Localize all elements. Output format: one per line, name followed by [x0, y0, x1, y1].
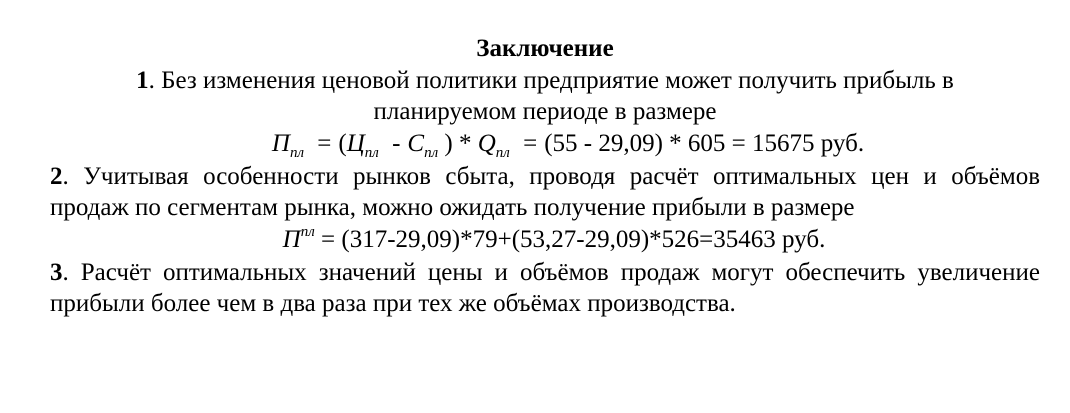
paragraph-1-text-line2: планируемом периоде в размере	[373, 98, 717, 125]
paragraph-1	[50, 65, 1040, 127]
formula-1-price-sub: пл	[364, 145, 379, 161]
formula-1-cost-symbol: С	[407, 130, 425, 157]
formula-planned-profit	[50, 127, 1040, 161]
paragraph-1-text-line1: . Без изменения ценовой политики предприятие может получить прибыль в	[148, 67, 954, 94]
paragraph-3-number: 3	[50, 259, 63, 286]
paragraph-1-number: 1	[136, 67, 149, 94]
formula-segment-profit	[50, 223, 1040, 257]
formula-1-unit: руб.	[820, 130, 865, 157]
formula-1-calculation: (55 - 29,09) * 605 = 15675	[544, 130, 815, 157]
formula-1-qty-symbol: Q	[477, 130, 496, 157]
formula-1-equals: =	[317, 130, 332, 157]
formula-1-profit-symbol: П	[271, 130, 290, 157]
paragraph-3-text: . Расчёт оптимальных значений цены и объёмов продаж могут обеспечить увеличение прибыли более чем в два раза при тех же объёмах производства.	[50, 259, 1040, 317]
formula-1-qty-sub: пл	[495, 145, 510, 161]
formula-2-profit-symbol: П	[282, 226, 301, 253]
paragraph-2-text: . Учитывая особенности рынков сбыта, проводя расчёт оптимальных цен и объёмов продаж по сегментам рынка, можно ожидать получение прибыли в размере	[50, 163, 1040, 221]
formula-1-equals-2: =	[523, 130, 538, 157]
formula-2-expression: = (317-29,09)*79+(53,27-29,09)*526=35463 руб.	[314, 226, 826, 253]
formula-1-profit-sub: пл	[289, 145, 305, 161]
formula-1-minus: -	[392, 130, 401, 157]
document-title: Заключение	[476, 35, 614, 62]
document-page	[50, 34, 1040, 319]
formula-1-close-mul: ) *	[444, 130, 472, 157]
formula-1-cost-sub: пл	[424, 145, 439, 161]
paragraph-3	[50, 257, 1040, 319]
formula-1-open-paren: (	[338, 130, 347, 157]
formula-1-price-symbol: Ц	[346, 130, 365, 157]
paragraph-2	[50, 161, 1040, 223]
paragraph-2-number: 2	[50, 163, 63, 190]
formula-2-profit-sup: пл	[300, 224, 315, 240]
